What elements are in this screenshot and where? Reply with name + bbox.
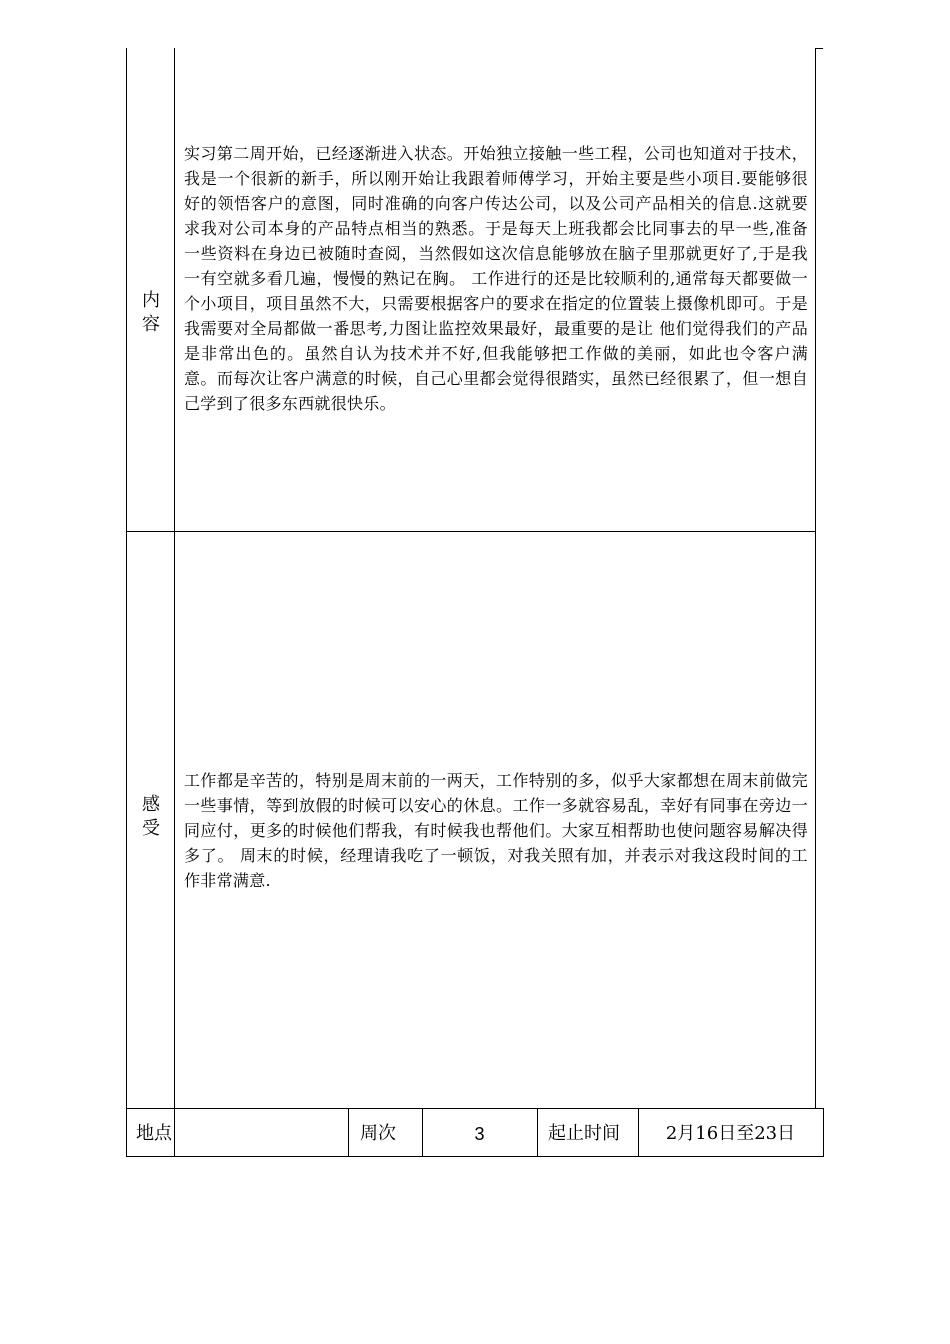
feeling-paragraph: 工作都是辛苦的，特别是周末前的一两天，工作特别的多，似乎大家都想在周末前做完一些事情，等到放假的时候可以安心的休息。工作一多就容易乱，幸好有同事在旁边一同应付，更多的时候他们帮我，有时候我也帮他们。大家互相帮助也使问题容易解决得多了。 周末的时候，经理请我吃了一顿饭，对我关照有加，并表示对我这段时间的工作非常满意. — [184, 771, 808, 890]
content-paragraph: 实习第二周开始，已经逐渐进入状态。开始独立接触一些工程，公司也知道对于技术， 我是一个很新的新手，所以刚开始让我跟着师傅学习，开始主要是些小项目.要能够很好的领悟客户的意图，同时准确的向客户传达公司，以及公司产品相关的信息.这就要求我对公司本身的产品特点相当的熟悉。于是每天上班我都会比同事去的早一些,准备一些资料在身边已被随时查阅，当然假如这次信息能够放在脑子里那就更好了,于是我一有空就多看几遍，慢慢的熟记在胸。 工作进行的还是比较顺利的,通常每天都要做一个小项目，项目虽然不大，只需要根据客户的要求在指定的位置装上摄像机即可。于是我需要对全局都做一番思考,力图让监控效果最好，最重要的是让 他们觉得我们的产品是非常出色的。虽然自认为技术并不好,但我能够把工作做的美丽，如此也令客户满意。而每次让客户满意的时候，自己心里都会觉得很踏实，虽然已经很累了，但一想自己学到了很多东西就很快乐。 — [184, 144, 808, 413]
content-row-label: 内 容 — [142, 290, 160, 335]
footer-top-border — [126, 1108, 824, 1109]
table-left-border — [126, 48, 127, 1157]
period-label: 起止时间 — [548, 1123, 620, 1144]
footer-divider-1 — [348, 1108, 349, 1157]
period-value: 2月16日至23日 — [665, 1123, 796, 1144]
location-label: 地点 — [136, 1123, 172, 1144]
footer-divider-3 — [537, 1108, 538, 1157]
feeling-row-label: 感 受 — [142, 794, 160, 839]
label-column-divider — [174, 48, 175, 1157]
top-right-tick — [815, 48, 823, 49]
week-value: 3 — [474, 1124, 485, 1144]
footer-bottom-border — [126, 1156, 824, 1157]
row-divider-content-feeling — [126, 531, 816, 532]
table-right-border — [815, 48, 816, 1108]
footer-right-border — [823, 1108, 824, 1157]
week-label: 周次 — [360, 1123, 396, 1144]
